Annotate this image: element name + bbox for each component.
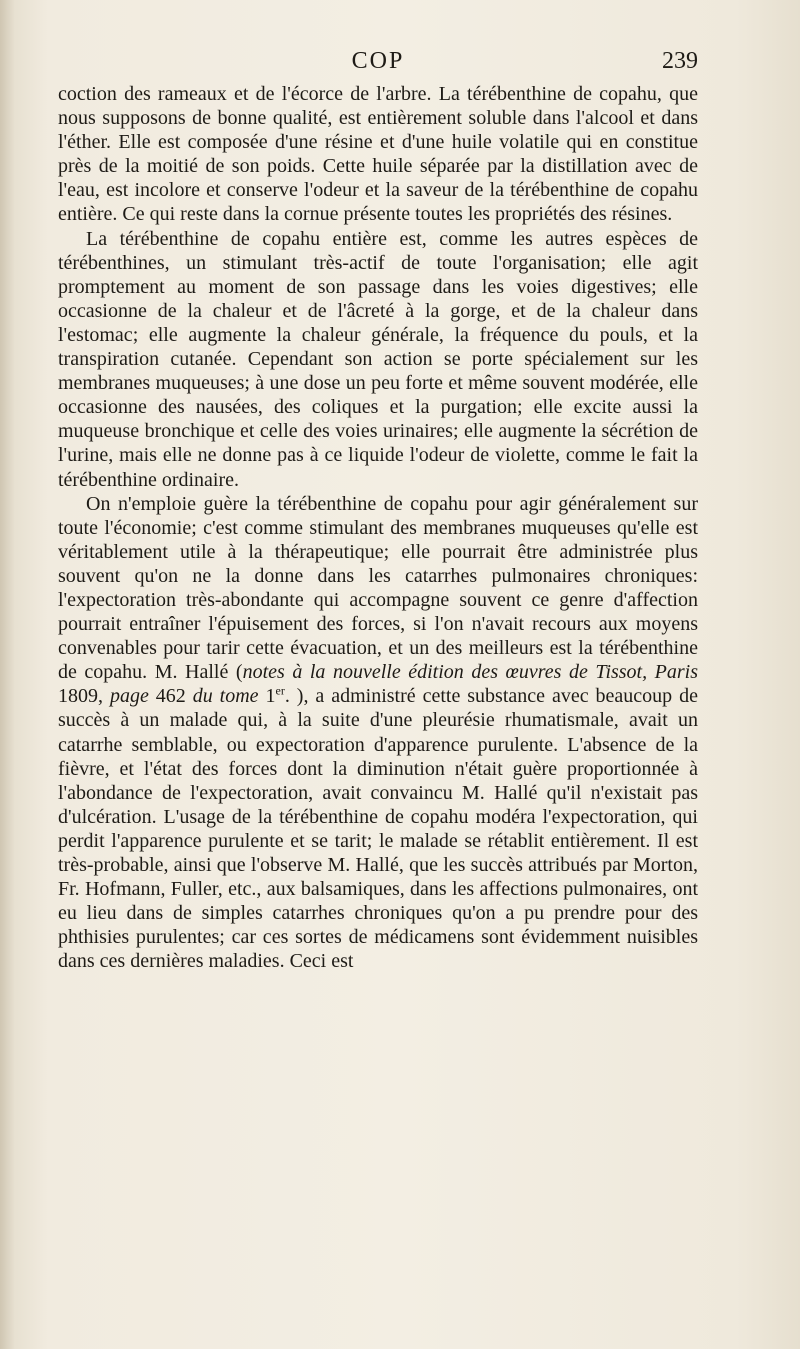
page-header [58, 48, 698, 82]
citation-tome-label: du tome [192, 685, 259, 708]
body-text [58, 82, 698, 973]
citation-title: notes à la nouvelle édition des œuvres de Tissot, Paris [242, 661, 698, 684]
paragraph-3-text-a: On n'emploie guère la térébenthine de copahu pour agir généralement sur toute l'économie; c'est comme stimulant des membranes muqueuses qu'elle est véritablement utile à la thérapeutique; elle pourrait être administrée plus souvent qu'on ne la donne dans les catarrhes pulmonaires chroniques: l'expectoration très-abondante qui accompagne souvent ce genre d'affection pourrait entraîner l'épuisement des forces, si l'on n'avait recours aux moyens convenables pour tarir cette évacuation, et un des meilleurs est la térébenthine de copahu. M. Hallé ( [58, 492, 698, 684]
paragraph-3 [58, 492, 698, 974]
page-number: 239 [662, 48, 698, 74]
paragraph-1: coction des rameaux et de l'écorce de l'arbre. La térébenthine de copahu, que nous supposons de bonne qualité, est entièrement soluble dans l'alcool et dans l'éther. Elle est composée d'une résine et d'une huile volatile qui en constitue près de la moitié de son poids. Cette huile séparée par la distillation avec de l'eau, est incolore et conserve l'odeur et la saveur de la térébenthine de copahu entière. Ce qui reste dans la cornue présente toutes les propriétés des résines. [58, 83, 698, 226]
citation-year: 1809, [58, 685, 110, 708]
paragraph-2: La térébenthine de copahu entière est, comme les autres espèces de térébenthines, un stimulant très-actif de toute l'organisation; elle agit promptement au moment de son passage dans les voies digestives; elle occasionne de la chaleur et de l'âcreté à la gorge, et de la chaleur dans l'estomac; elle augmente la chaleur générale, la fréquence du pouls, et la transpiration cutanée. Cependant son action se porte spécialement sur les membranes muqueuses; à une dose un peu forte et même souvent modérée, elle occasionne des nausées, des coliques et la purgation; elle excite aussi la muqueuse bronchique et celle des voies urinaires; elle augmente la sécrétion de l'urine, mais elle ne donne pas à ce liquide l'odeur de violette, comme le fait la térébenthine ordinaire. [58, 227, 698, 491]
citation-page-label: page [109, 685, 149, 708]
running-head: COP [351, 48, 405, 74]
page-gutter [0, 0, 14, 1349]
citation-tome-number: 1 [258, 685, 276, 708]
paragraph-3-text-b: . ), a administré cette substance avec beaucoup de succès à un malade qui, à la suite d'une pleurésie rhumatismale, avait un catarrhe semblable, ou expectoration d'apparence purulente. L'absence de la fièvre, et l'état des forces dont la diminution n'était guère proportionnée à l'abondance de l'expectoration, avait convaincu M. Hallé qu'il n'existait pas d'ulcération. L'usage de la térébenthine de copahu modéra l'expectoration, qui perdit l'apparence purulente et se tarit; le malade se rétablit entièrement. Il est très-probable, ainsi que l'observe M. Hallé, que les succès attribués par Morton, Fr. Hofmann, Fuller, etc., aux balsamiques, dans les affections pulmonaires, ont eu lieu dans de simples catarrhes chroniques qu'on a pu prendre pour des phthisies purulentes; car ces sortes de médicamens sont évidemment nuisibles dans ces dernières maladies. Ceci est [58, 685, 698, 973]
citation-page-number: 462 [148, 685, 193, 708]
citation-tome-superscript: er [275, 683, 285, 698]
